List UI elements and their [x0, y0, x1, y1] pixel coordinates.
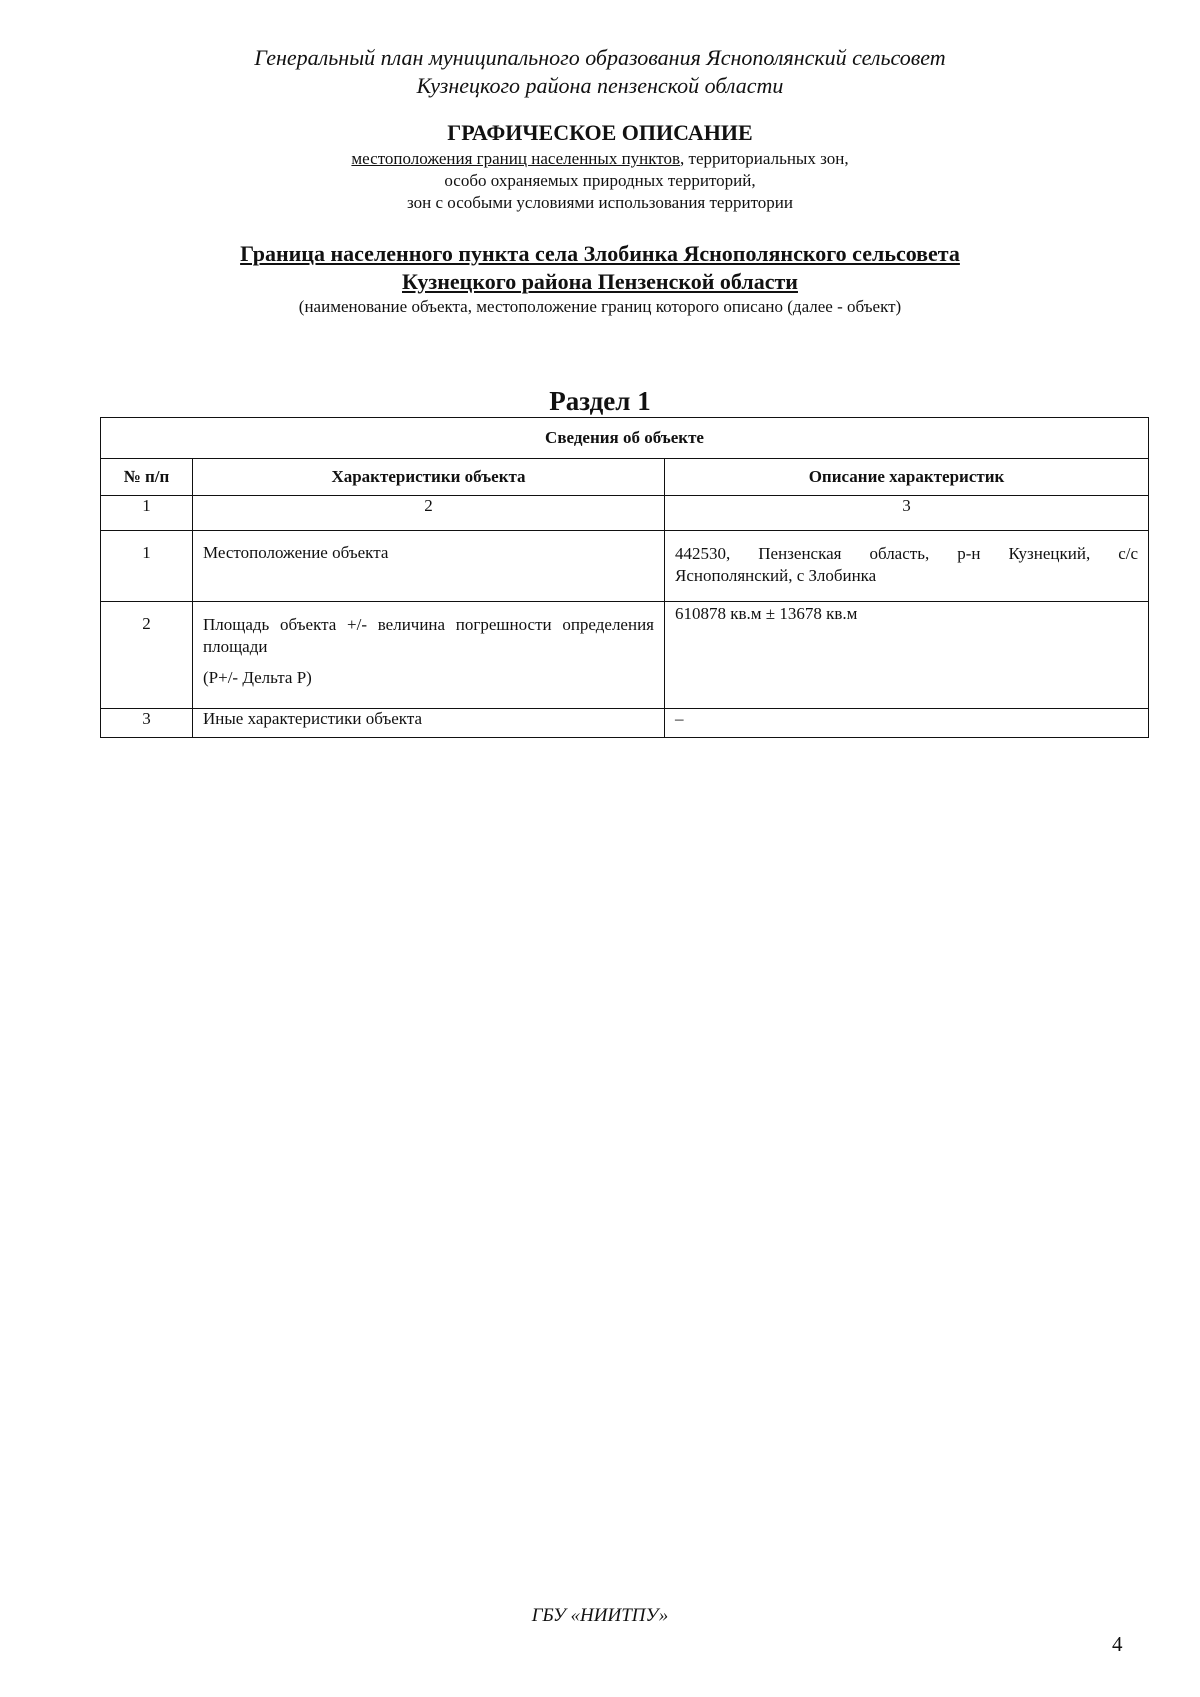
header-number: № п/п: [101, 459, 193, 496]
table-caption-row: [101, 418, 1149, 459]
table-header-row: [101, 459, 1149, 496]
object-name: [0, 240, 1200, 296]
header-line-2: Кузнецкого района пензенской области: [416, 73, 784, 98]
section-title: Раздел 1: [549, 386, 651, 416]
object-name-line-2: Кузнецкого района Пензенской области: [402, 269, 798, 294]
column-number-2: 2: [193, 496, 665, 531]
header-line-1: Генеральный план муниципального образования Яснополянский сельсовет: [254, 45, 946, 70]
column-number-1: 1: [101, 496, 193, 531]
row-characteristic-cell: [193, 602, 665, 709]
header-characteristic: Характеристики объекта: [193, 459, 665, 496]
footer-organization: ГБУ «НИИТПУ»: [531, 1605, 669, 1626]
header-description: Описание характеристик: [665, 459, 1149, 496]
row-number: 3: [101, 709, 193, 738]
row-characteristic-note: (P+/- Дельта P): [203, 668, 312, 687]
table-row: [101, 531, 1149, 602]
row-number: 2: [101, 602, 193, 709]
column-number-3: 3: [665, 496, 1149, 531]
page-header: [0, 44, 1200, 100]
row-characteristic: Иные характеристики объекта: [193, 709, 665, 738]
subtitle-line-2: особо охраняемых природных территорий,: [444, 171, 756, 190]
row-number: 1: [101, 531, 193, 602]
document-title: ГРАФИЧЕСКОЕ ОПИСАНИЕ: [447, 120, 753, 145]
row-description: –: [665, 709, 1149, 738]
table-row: [101, 602, 1149, 709]
table-column-numbers-row: [101, 496, 1149, 531]
table-row: [101, 709, 1149, 738]
subtitle-line-3: зон с особыми условиями использования территории: [407, 193, 793, 212]
object-name-line-1: Граница населенного пункта села Злобинка Яснополянского сельсовета: [240, 241, 960, 266]
page-number: 4: [1112, 1632, 1123, 1656]
subtitle-underlined: местоположения границ населенных пунктов: [351, 149, 681, 168]
row-characteristic: Площадь объекта +/- величина погрешности определения площади: [203, 615, 654, 656]
document-subtitle: [0, 148, 1200, 214]
table-caption: Сведения об объекте: [101, 418, 1149, 459]
subtitle-rest: , территориальных зон,: [680, 149, 849, 168]
row-description: 610878 кв.м ± 13678 кв.м: [665, 602, 1149, 709]
row-description: 442530, Пензенская область, р-н Кузнецкий, с/с Яснополянский, с Злобинка: [665, 531, 1149, 602]
object-caption: (наименование объекта, местоположение границ которого описано (далее - объект): [298, 297, 902, 316]
row-characteristic: Местоположение объекта: [193, 531, 665, 602]
object-info-table: [100, 417, 1149, 738]
